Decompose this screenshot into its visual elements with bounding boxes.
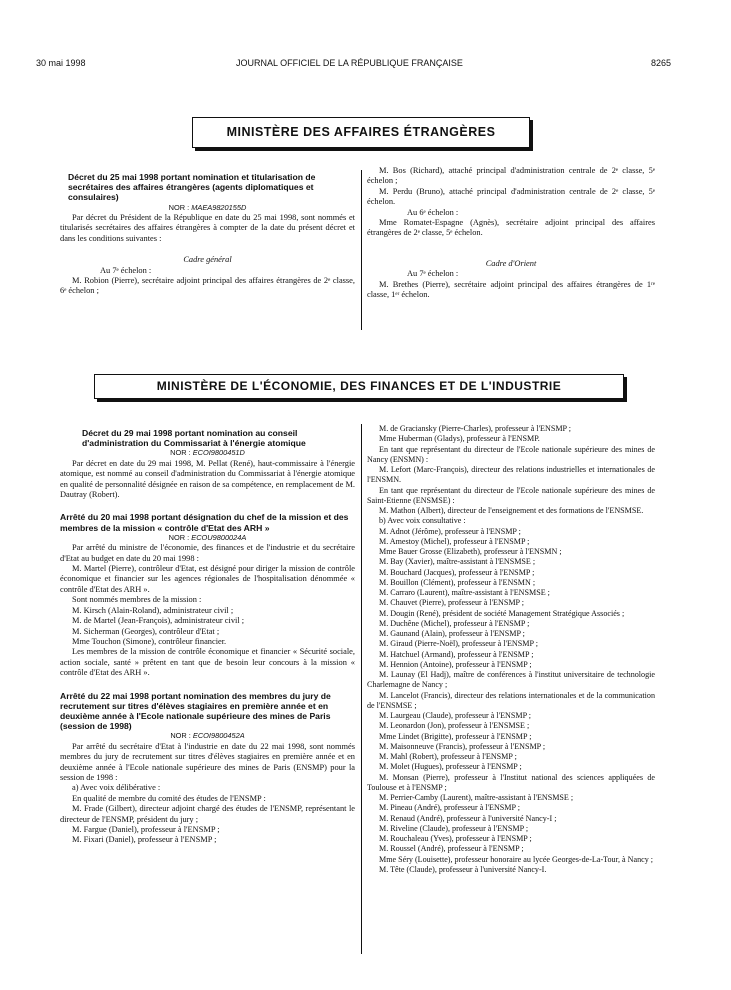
member-entry: M. Renaud (André), professeur à l'université Nancy-I ; xyxy=(379,813,557,823)
section-title-affaires-etrangeres: MINISTÈRE DES AFFAIRES ÉTRANGÈRES xyxy=(192,117,530,148)
decree-intro: Par décret du Président de la République en date du 25 mai 1998, sont nommés et titularisés secrétaires des affaires étrangères à compter de la date du présent décret et dans les conditions suivantes : xyxy=(60,213,355,243)
column-divider xyxy=(361,170,362,330)
member-entry: M. Pineau (André), professeur à l'ENSMP ; xyxy=(379,803,520,813)
decree-text: Par décret en date du 29 mai 1998, M. Pellat (René), haut-commissaire à l'énergie atomique, est nommé au conseil d'administration du Commissariat à l'énergie atomique en qualité de personnalité désignée en raison de sa compétence, en remplacement de M. Dautray (Robert). xyxy=(60,458,355,500)
nor-label: NOR : xyxy=(170,448,191,458)
section1-right-column xyxy=(367,166,655,300)
member-entry: M. Monsan (Pierre), professeur à l'Institut national des sciences appliquées de Toulouse et à l'ENSMP ; xyxy=(367,772,655,792)
arrete-text: Par arrêté du secrétaire d'Etat à l'industrie en date du 22 mai 1998, sont nommés membres du jury de recrutement sur titres d'élèves stagiaires en première année et en deuxième année à l'Ecole nationale supérieure des mines de Paris (ENSMP) pour la session de 1998 : xyxy=(60,741,355,782)
member-entry: M. Adnot (Jérôme), professeur à l'ENSMP ; xyxy=(379,526,521,536)
nor-line xyxy=(60,448,355,458)
member-entry: Mme Lindet (Brigitte), professeur à l'ENSMP ; xyxy=(379,731,532,741)
appointee-entry: M. Brethes (Pierre), secrétaire adjoint principal des affaires étrangères de 1ʳᵉ classe, 1ᵉʳ échelon. xyxy=(367,279,655,300)
nor-line xyxy=(60,533,355,543)
nor-code: ECOI9800451D xyxy=(192,448,245,458)
member-entry: M. Frade (Gilbert), directeur adjoint chargé des études de l'ENSMP, représentant le directeur de l'ENSMP, président du jury ; xyxy=(60,804,355,824)
member-entry: M. Hatchuel (Armand), professeur à l'ENSMP ; xyxy=(379,649,534,659)
decree-title: Décret du 25 mai 1998 portant nomination et titularisation de secrétaires des affaires étrangères (agents diplomatiques et consulaires) xyxy=(68,172,316,203)
member-entry: M. Mahl (Robert), professeur à l'ENSMP ; xyxy=(379,752,517,761)
nor-label: NOR : xyxy=(168,202,190,212)
arrete-title: Arrêté du 20 mai 1998 portant désignation du chef de la mission et des membres de la mission « contrôle d'Etat des ARH » xyxy=(60,512,349,533)
member-entry: M. Tête (Claude), professeur à l'université Nancy-I. xyxy=(379,864,547,874)
nor-line xyxy=(60,731,355,741)
member-entry: M. Perrier-Camby (Laurent), maître-assistant à l'ENSMSE ; xyxy=(379,793,574,802)
appointee-entry: M. Perdu (Bruno), attaché principal d'administration centrale de 2ᵉ classe, 5ᵉ échelon. xyxy=(367,186,655,207)
member-entry: M. Chauvet (Pierre), professeur à l'ENSMP ; xyxy=(379,598,525,608)
member-entry: M. Bay (Xavier), maître-assistant à l'ENSMSE ; xyxy=(379,557,536,567)
member-entry: M. de Graciansky (Pierre-Charles), professeur à l'ENSMP ; xyxy=(379,424,571,433)
arrete-text: Par arrêté du ministre de l'économie, des finances et de l'industrie et du secrétaire d'Etat au budget en date du 20 mai 1998 : xyxy=(60,543,355,563)
arrete-title: Arrêté du 22 mai 1998 portant nomination des membres du jury de recrutement sur titres d'élèves stagiaires en première année et en deuxième année à l'Ecole nationale supérieure des mines de Paris (session de 1998) xyxy=(60,690,331,732)
member-entry: Mme Huberman (Gladys), professeur à l'ENSMP. xyxy=(379,434,540,444)
member-entry: M. Lefort (Marc-François), directeur des relations industrielles et internationales de l'ENSMN. xyxy=(367,465,655,485)
member-entry: Mme Séry (Louisette), professeur honoraire au lycée Georges-de-La-Tour, à Nancy ; xyxy=(379,854,654,864)
cadre-general-heading: Cadre général xyxy=(183,255,232,265)
member-entry: M. Bouillon (Clément), professeur à l'ENSMN ; xyxy=(379,577,536,587)
member-entry: M. Laurgeau (Claude), professeur à l'ENSMP ; xyxy=(379,711,532,720)
member-entry: M. Sicherman (Georges), contrôleur d'Etat ; xyxy=(72,626,220,636)
nor-code: ECOU9800024A xyxy=(191,532,247,542)
member-entry: M. Fargue (Daniel), professeur à l'ENSMP ; xyxy=(72,825,220,834)
section-title-economie: MINISTÈRE DE L'ÉCONOMIE, DES FINANCES ET DE L'INDUSTRIE xyxy=(94,374,624,399)
member-entry: M. Launay (El Hadj), maître de conférences à l'institut universitaire de technologie Charlemagne de Nancy ; xyxy=(367,670,655,690)
subsection-label: En qualité de membre du comité des études de l'ENSMP : xyxy=(72,793,266,803)
nor-code: ECOI9800452A xyxy=(192,731,245,741)
member-entry: M. Roussel (André), professeur à l'ENSMP ; xyxy=(379,844,524,854)
member-entry: M. Amestoy (Michel), professeur à l'ENSMP ; xyxy=(379,536,530,546)
member-entry: M. Mathon (Albert), directeur de l'enseignement et des formations de l'ENSMSE. xyxy=(379,506,644,515)
subsection-label: b) Avec voix consultative : xyxy=(379,516,466,526)
member-entry: M. Riveline (Claude), professeur à l'ENSMP ; xyxy=(379,823,529,833)
member-entry: M. Carraro (Laurent), maître-assistant à l'ENSMSE ; xyxy=(379,588,550,597)
nor-label: NOR : xyxy=(170,731,191,741)
member-entry: Mme Touchon (Simone), contrôleur financier. xyxy=(72,636,227,646)
appointee-entry: M. Robion (Pierre), secrétaire adjoint principal des affaires étrangères de 2ᵉ classe, 6ᵉ échelon ; xyxy=(60,276,355,296)
representative-heading: En tant que représentant du directeur de l'Ecole nationale supérieure des mines de Saint-Etienne (ENSMSE) : xyxy=(367,485,655,505)
header-journal: JOURNAL OFFICIEL DE LA RÉPUBLIQUE FRANÇAISE xyxy=(236,58,463,68)
subsection-label: a) Avec voix délibérative : xyxy=(72,783,161,793)
member-entry: M. Molet (Hugues), professeur à l'ENSMP ; xyxy=(379,762,522,772)
appointee-entry: M. Bos (Richard), attaché principal d'administration centrale de 2ᵉ classe, 5ᵉ échelon ; xyxy=(367,166,655,186)
member-entry: M. Hennion (Antoine), professeur à l'ENSMP ; xyxy=(379,659,532,669)
member-entry: M. Giraud (Pierre-Noël), professeur à l'ENSMP ; xyxy=(379,639,538,649)
member-entry: M. Duchêne (Michel), professeur à l'ENSMP ; xyxy=(379,618,530,628)
echelon-heading: Au 7ᵉ échelon : xyxy=(100,265,152,275)
section2-left-column xyxy=(60,428,355,846)
member-entry: M. Fixari (Daniel), professeur à l'ENSMP ; xyxy=(72,835,217,845)
header-date: 30 mai 1998 xyxy=(36,58,86,68)
header-page-number: 8265 xyxy=(651,58,672,68)
member-entry: M. Leonardon (Jon), professeur à l'ENSMSE ; xyxy=(379,721,530,731)
section2-right-column xyxy=(367,424,655,875)
appointee-entry: Mme Romatet-Espagne (Agnès), secrétaire adjoint principal des affaires étrangères de 2ᵉ classe, 5ᵉ échelon. xyxy=(367,218,655,238)
member-entry: Mme Bauer Grosse (Elizabeth), professeur à l'ENSMN ; xyxy=(379,547,562,556)
column-divider xyxy=(361,424,362,954)
member-entry: M. Kirsch (Alain-Roland), administrateur civil ; xyxy=(72,605,234,615)
echelon-heading: Au 6ᵉ échelon : xyxy=(407,207,459,217)
cadre-orient-heading: Cadre d'Orient xyxy=(485,258,537,268)
nor-label: NOR : xyxy=(168,532,190,542)
member-entry: M. Lancelot (Francis), directeur des relations internationales et de la communication de l'ENSMSE ; xyxy=(367,690,655,710)
arrete-text: M. Martel (Pierre), contrôleur d'Etat, est désigné pour diriger la mission de contrôle économique et financier sur les agences régionales de l'hospitalisation dénommée « contrôle d'Etat des ARH ». xyxy=(60,564,355,594)
arrete-text: Sont nommés membres de la mission : xyxy=(72,595,202,605)
section1-left-column xyxy=(60,172,355,297)
member-entry: M. Dougin (René), président de société Management Stratégique Associés ; xyxy=(379,608,625,618)
member-entry: M. Rouchaleau (Yves), professeur à l'ENSMP ; xyxy=(379,834,532,843)
member-entry: M. de Martel (Jean-François), administrateur civil ; xyxy=(72,616,245,626)
member-entry: M. Bouchard (Jacques), professeur à l'ENSMP ; xyxy=(379,567,535,577)
member-entry: M. Gaunand (Alain), professeur à l'ENSMP ; xyxy=(379,629,525,638)
decree-title: Décret du 29 mai 1998 portant nomination au conseil d'administration du Commissariat à l'énergie atomique xyxy=(82,428,306,449)
member-entry: M. Maisonneuve (Francis), professeur à l'ENSMP ; xyxy=(379,741,546,751)
nor-line xyxy=(60,203,355,213)
representative-heading: En tant que représentant du directeur de l'Ecole nationale supérieure des mines de Nancy (ENSMN) : xyxy=(367,444,655,464)
arrete-text: Les membres de la mission de contrôle économique et financier « Sécurité sociale, action sociale, santé » prêtent en tant que de besoin leur concours à la mission « contrôle d'Etat des ARH ». xyxy=(60,647,355,678)
echelon-heading: Au 7ᵉ échelon : xyxy=(407,269,459,279)
nor-code: MAEA9820155D xyxy=(191,202,247,212)
